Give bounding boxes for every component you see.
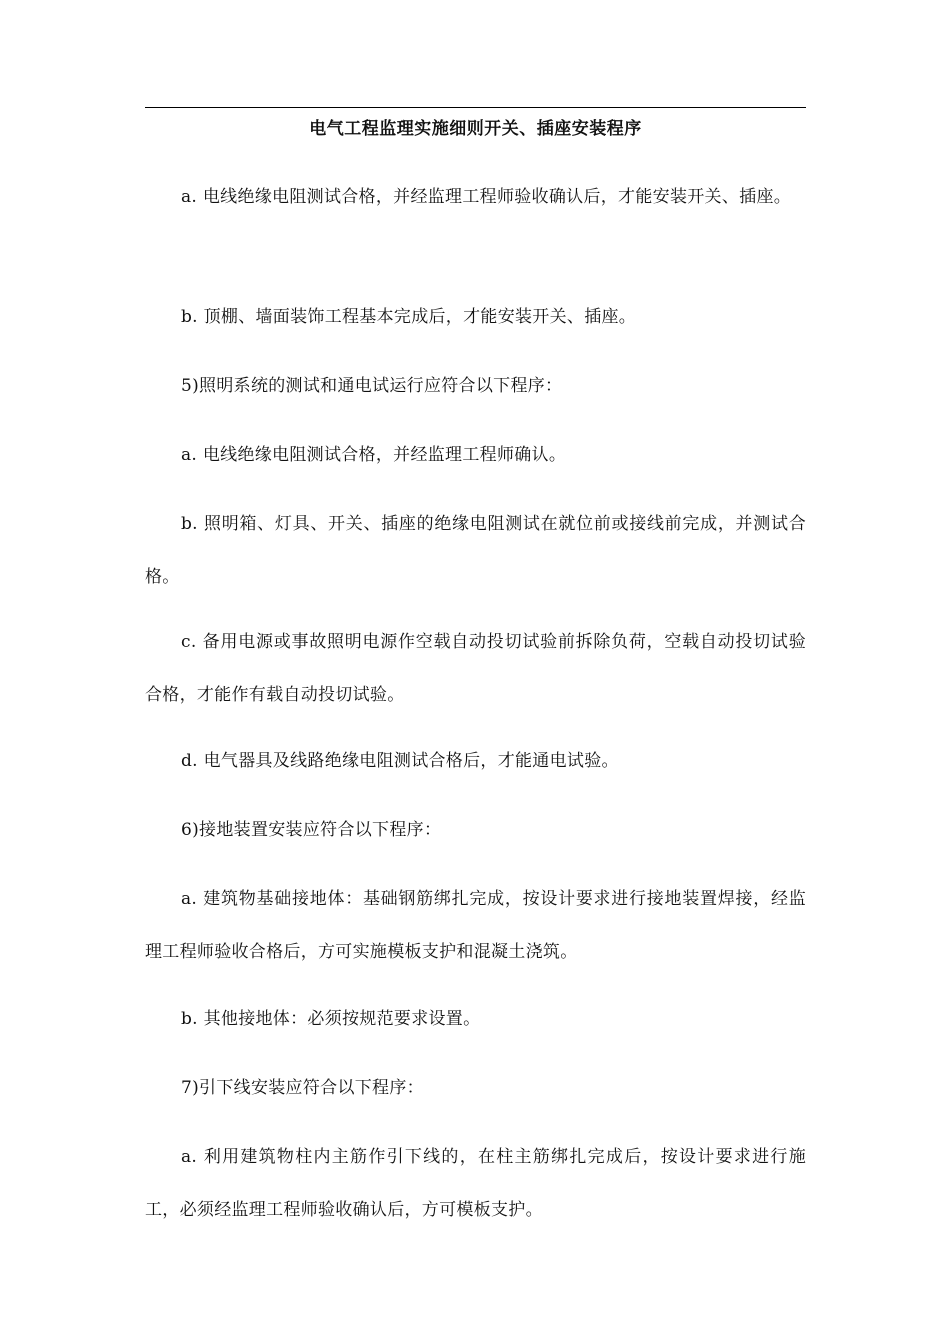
paragraph: a. 利用建筑物柱内主筋作引下线的，在柱主筋绑扎完成后，按设计要求进行施工，必须经监理工程师验收确认后，方可模板支护。: [145, 1147, 806, 1220]
paragraph: a. 建筑物基础接地体：基础钢筋绑扎完成，按设计要求进行接地装置焊接，经监理工程师验收合格后，方可实施模板支护和混凝土浇筑。: [145, 889, 806, 962]
paragraph: b. 顶棚、墙面装饰工程基本完成后，才能安装开关、插座。: [181, 307, 637, 327]
document-title: 电气工程监理实施细则开关、插座安装程序: [309, 119, 642, 139]
section-heading: 5)照明系统的测试和通电试运行应符合以下程序：: [181, 376, 563, 396]
section-heading: 7)引下线安装应符合以下程序：: [181, 1078, 424, 1098]
paragraph: a. 电线绝缘电阻测试合格，并经监理工程师确认。: [181, 445, 567, 465]
section-heading: 6)接地装置安装应符合以下程序：: [181, 820, 442, 840]
paragraph: b. 其他接地体：必须按规范要求设置。: [181, 1009, 481, 1029]
paragraph: a. 电线绝缘电阻测试合格，并经监理工程师验收确认后，才能安装开关、插座。: [181, 187, 792, 207]
header-rule: [145, 107, 806, 108]
paragraph: d. 电气器具及线路绝缘电阻测试合格后，才能通电试验。: [181, 751, 619, 771]
paragraph: c. 备用电源或事故照明电源作空载自动投切试验前拆除负荷，空载自动投切试验合格，才能作有载自动投切试验。: [145, 632, 806, 705]
paragraph: b. 照明箱、灯具、开关、插座的绝缘电阻测试在就位前或接线前完成，并测试合格。: [145, 514, 806, 587]
